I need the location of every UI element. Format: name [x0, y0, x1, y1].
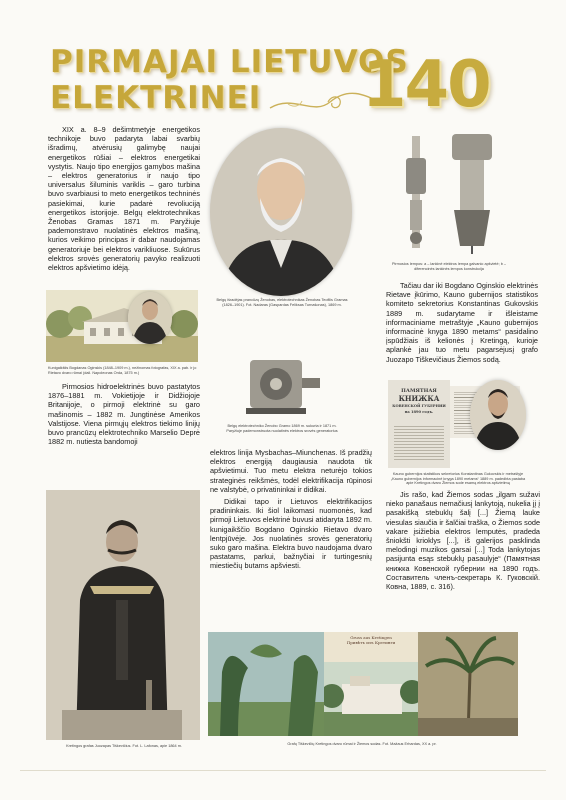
caption-garden: Grafų Tiškevičių Kretingos dvaro rūmai ir Žiemos sodas. Fot. Mažaus Erhardas, XX a. pr. — [287, 742, 437, 746]
footer-divider — [20, 770, 546, 771]
tiskevicius-portrait — [46, 490, 200, 740]
text-block-middle — [210, 448, 372, 571]
text-block-quote — [386, 490, 540, 591]
generator-icon — [240, 350, 324, 420]
text-block-gukovskis — [386, 281, 538, 364]
book-line-4: на 1890 годъ. — [404, 410, 434, 414]
book-page-text — [394, 424, 444, 462]
manor-icon — [324, 662, 418, 736]
manor-icon — [46, 290, 198, 362]
caption-oginskis: Kunigaikštis Bogdanas Oginskis (1848–1909 m.), nežinomas fotografas, XIX a. pab. ir jo Rietavo dvaro rūmai (dail. Napoleonas Orda, 1875 m.) — [48, 366, 197, 375]
title-line-1: PIRMAJAI LIETUVOS — [50, 44, 409, 80]
text-block-intro — [48, 125, 200, 272]
winter-garden-photo — [208, 632, 324, 736]
portrait-icon — [470, 380, 526, 450]
postcard-manor — [324, 632, 418, 736]
oginskis-portrait — [128, 292, 172, 344]
paragraph-line: elektros linija Mysbachas–Miunchenas. Iš pradžių elektros energiją daugiausia naudota tik apšvietimui. Tuo metu elektra neturėjo tokios strateginės reikšmės, todėl elektrifikacija rūpinosi ne valstybė, o privatininkai ir didikai. — [210, 448, 372, 494]
paragraph-nobles: Didikai tapo ir Lietuvos elektrifikacijos pradininkais. Iki šiol laikomasi nuomonės, kad pirmoji Lietuvos elektrinė buvusi atidaryta 1892 m. kunigaikščio Bogdano Oginskio Rietavo dvaro lentpjūvėje. Jos nuolatinės srovės generatorių suko garo mašina. Elektra buvo naudojama dvaro pastatams, parkui, bažnyčiai ir turtingesnių miestiečių butams apšviesti. — [210, 497, 372, 571]
gukovskis-portrait — [470, 380, 526, 450]
text-block-hydro — [48, 382, 200, 446]
gramme-machine-drawing — [240, 350, 324, 420]
caption-machine: Belgų elektrotechniko Ženobo Gramo 1869 m. sukurta ir 1871 m. Paryžiuje pademonstruota nuolatinės elektros srovės generatorius — [226, 424, 338, 433]
postcard-text — [324, 635, 418, 645]
interior-garden-photo — [418, 632, 518, 736]
paragraph-quote: Jis rašo, kad Žiemos sodas „ilgam sužavi nieko panašaus nemačiusį lankytoją, nukelia jį į pasakišką stebuklų šalį [...] Žiemą lauke viesulas siaučia ir šalčiai traška, o Žiemos sode vakare įsižiebia elektros lemputės, pradeda šniokšti krioklys [...], iš galerijos pasklinda melodingi muzikos garsai [...] Toda lankytojas pasijunta esąs stebuklų pasaulyje“ (Памятная книжка Ковенской губернии на 1890 годъ. Составитель членъ-секретарь К. Гуковскій. Ковна, 1889, с. 316). — [386, 490, 540, 592]
paragraph-gukovskis: Tačiau dar iki Bogdano Oginskio elektrinės Rietave įkūrimo, Kauno gubernijos statistikos komiteto sekretorius Konstantinas Gukovskis 1889 m. sudarytame ir išleistame informaciniame metraštyje „Kauno gubernijos informacinė knyga 1890 metams“ pasidalino įspūdžiais iš kelionės į Kretingą, kurioje aplankė jau tuo metu pagarsėjusį grafo Juozapo Tiškevičiaus Žiemos sodą. — [386, 281, 538, 364]
book-cover — [388, 380, 450, 468]
caption-tiskevicius: Kretingos grafas Juozapas Tiškevičius. Fot. L. Lafonas, apie 1864 m. — [66, 744, 182, 748]
anniversary-number: 140 — [362, 48, 490, 122]
portrait-icon — [128, 292, 172, 344]
paragraph-intro: XIX a. 8–9 dešimtmetyje energetikos technikoje buvo padaryta labai svarbių išradimų, atvėrusių galimybę naujai energetikos rūšiai – elektros energetikai vystytis. Naujo tipo energijos gamybos mašina – elektros generatorius ir naujo tipo universalus šiluminis variklis – garo turbina buvo svarbiausi to meto energetikos techninės pasiekimai, kurie padarė revoliuciją energetikos istorijoje. Belgų elektrotechnikas Ženobas Gramas 1871 m. Paryžiuje pademonstravo nuolatinės elektros mašiną, kurios veikimo principas ir dabar naudojamas generatoriuje bei elektros varikliuose. Sukūrus elektros srovės generatorių pavyko realizuoti elektros apšvietimo idėją. — [48, 125, 200, 273]
arc-lamp-icon — [394, 128, 504, 256]
postcard-line-2: Привѣтъ изъ Кретинги — [346, 640, 396, 645]
book-line-1: ПАМЯТНАЯ — [401, 388, 437, 394]
book-line-3: КОВЕНСКОЙ ГУБЕРНИИ — [392, 404, 446, 408]
portrait-icon — [46, 490, 200, 740]
palm-icon — [418, 632, 518, 736]
postcard-line-1: Gruss aus Kretingen — [350, 635, 392, 640]
title-line-2: ELEKTRINEI — [50, 80, 262, 116]
caption-gramme: Belgų išradėjas prancūzų Ženobas, elektrotechnikas Ženobas Teofilis Gramas (1826–1901). Fot. Nadaras (Gaspardas Feliksas Turnašonas), 1869 m. — [216, 298, 348, 307]
gramme-portrait — [210, 128, 352, 296]
caption-book: Kauno gubernijos statistikos sekretorius Konstantinas Gukovskis ir metraštyje „Kauno gubernijos informacinė knyga 1890 metams“ 1889 m. padedbta pastaba apie Kretingos dvaro Žiemos sode esamą elektros apšvietimą — [390, 472, 526, 486]
caption-lamps: Pirmosios lempos: a – lankinė elektros lempa galvanio apšvietė; b – diferencinės lankinės lempos konstrukcija — [392, 262, 506, 271]
paragraph-hydro: Pirmosios hidroelektrinės buvo pastatytos 1876–1881 m. Vokietijoje ir Didžiojoje Britanijoje, o pirmoji elektrinė su garo mašinomis – 1882 m. Jungtinėse Amerikos Valstijose. Viena pirmųjų elektros tiekimo linijų buvo prancūzų elektrotechniko Marselio Deprė 1882 m. nutiesta bandomoji — [48, 382, 200, 447]
garden-icon — [208, 632, 324, 736]
header — [40, 38, 540, 122]
book-line-2: КНИЖКА — [398, 394, 440, 403]
lamps-drawing — [394, 128, 504, 256]
rietavas-manor-painting — [46, 290, 198, 362]
portrait-icon — [210, 128, 352, 296]
